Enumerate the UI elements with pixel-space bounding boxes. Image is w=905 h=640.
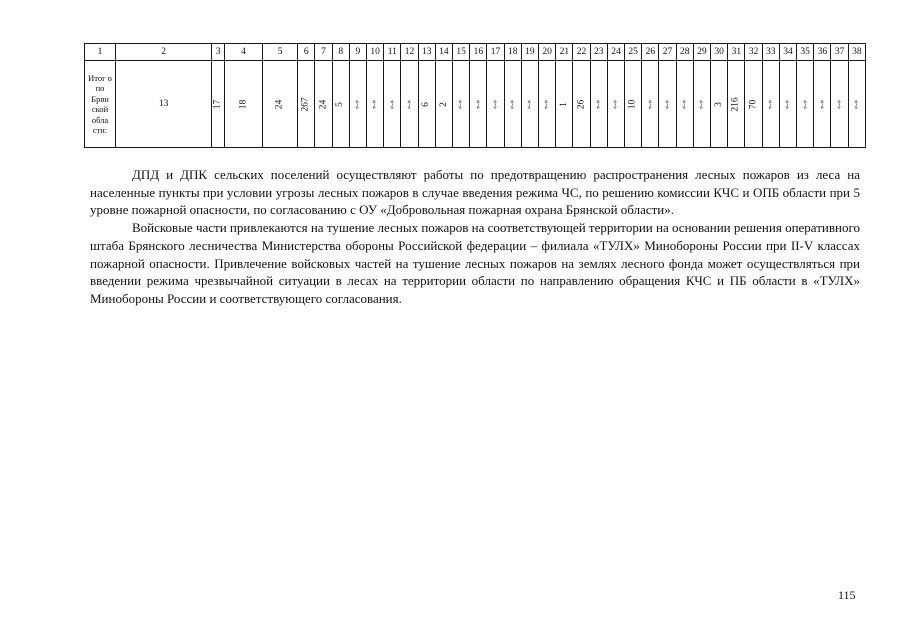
header-cell: 26 [642,44,659,61]
value-text: «-» [835,99,844,109]
header-cell: 29 [693,44,710,61]
value-cell [401,61,418,148]
header-cell: 10 [367,44,384,61]
header-cell: 14 [435,44,452,61]
header-cell: 38 [848,44,865,61]
header-cell: 5 [263,44,298,61]
value-cell [642,61,659,148]
value-text: «-» [852,99,861,109]
value-cell [453,61,470,148]
value-text: «-» [645,99,654,109]
value-cell [659,61,676,148]
header-cell: 9 [349,44,366,61]
value-cell [607,61,624,148]
header-cell: 33 [762,44,779,61]
header-cell: 35 [797,44,814,61]
header-cell: 7 [315,44,332,61]
table-header-row [85,44,866,61]
value-text: «-» [405,99,413,109]
value-cell [625,61,642,148]
header-cell: 36 [814,44,831,61]
table-data-row [85,61,866,148]
header-cell: 21 [556,44,573,61]
value-text: «-» [663,99,672,109]
header-cell: 31 [728,44,745,61]
value-cell [367,61,384,148]
value-cell [315,61,332,148]
value-text: «-» [370,99,379,109]
value-text: 18 [238,99,249,109]
value-text: «-» [680,99,689,109]
value-cell [797,61,814,148]
paragraph-military-units: Войсковые части привлекаются на тушение лесных пожаров на соответствующей территории на основании решения оперативного штаба Брянского лесничества Министерства обороны Российской федерации – филиала «ТУЛХ» Минобороны России при II-V классах пожарной опасности. Привлечение войсковых частей на тушение лесных пожаров на землях лесного фонда может осуществляться при введении режима чрезвычайной ситуации в лесах на территории области по направлению обращения КЧС и ПБ области в «ТУЛХ» Минобороны России и соответствующего согласования. [90,220,860,306]
header-cell: 13 [418,44,435,61]
value-text: 24 [274,99,285,109]
value-cell: 13 [116,61,212,148]
value-text: «-» [800,99,809,109]
value-text: «-» [353,99,362,109]
value-cell [470,61,487,148]
paragraph-dpd: ДПД и ДПК сельских поселений осуществляют работы по предотвращению распространения лесных пожаров из леса на населенные пункты при условии угрозы лесных пожаров в случае введения режима ЧС, по решению комиссии КЧС и ОПБ области при 5 уровне пожарной опасности, по согласованию с ОУ «Добровольная пожарная охрана Брянской области». [90,167,860,218]
header-cell: 28 [676,44,693,61]
value-text: «-» [697,99,706,109]
value-cell [487,61,504,148]
value-cell [435,61,452,148]
header-cell: 15 [453,44,470,61]
value-cell [225,61,263,148]
value-cell [728,61,745,148]
fire-statistics-table [84,43,866,148]
value-text: «-» [783,99,792,109]
value-text: «-» [611,99,620,109]
value-text: «-» [491,99,500,109]
page-number: 115 [838,588,856,602]
value-text: 17 [212,99,223,109]
header-cell: 2 [116,44,212,61]
value-text: «-» [387,99,396,109]
header-cell: 22 [573,44,590,61]
value-cell [521,61,538,148]
value-cell [263,61,298,148]
value-text: 24 [317,99,328,109]
header-cell: 6 [298,44,315,61]
value-text: «-» [508,99,517,109]
header-cell: 1 [85,44,116,61]
value-cell [573,61,590,148]
value-cell [814,61,831,148]
header-cell: 34 [779,44,796,61]
value-text: «-» [542,99,551,109]
header-cell: 16 [470,44,487,61]
body-text [90,166,860,308]
value-text: 1 [558,101,569,107]
header-cell: 3 [212,44,225,61]
value-cell [831,61,848,148]
value-cell [384,61,401,148]
value-cell [418,61,435,148]
header-cell: 8 [332,44,349,61]
value-cell [762,61,779,148]
value-cell [212,61,225,148]
header-cell: 4 [225,44,263,61]
header-cell: 17 [487,44,504,61]
value-cell [298,61,315,148]
value-text: 26 [576,99,587,109]
value-cell [676,61,693,148]
value-text: 3 [713,101,724,107]
value-text: 267 [300,96,311,112]
value-text: 5 [335,101,346,107]
value-text: «-» [473,99,482,109]
region-total-label: Итог о по Брян ской обла сти: [85,61,116,148]
value-cell [556,61,573,148]
value-cell [693,61,710,148]
value-text: «-» [594,99,603,109]
header-cell: 18 [504,44,521,61]
value-cell [848,61,865,148]
value-text: 216 [730,96,741,112]
value-text: «-» [525,99,534,109]
value-cell [332,61,349,148]
header-cell: 12 [401,44,418,61]
value-cell [539,61,556,148]
value-text: «-» [766,99,775,109]
header-cell: 24 [607,44,624,61]
header-cell: 19 [521,44,538,61]
header-cell: 32 [745,44,762,61]
value-text: 10 [627,99,638,109]
header-cell: 27 [659,44,676,61]
value-cell [711,61,728,148]
header-cell: 23 [590,44,607,61]
value-text: 70 [748,99,759,109]
header-cell: 20 [539,44,556,61]
header-cell: 30 [711,44,728,61]
value-cell [349,61,366,148]
header-cell: 25 [625,44,642,61]
value-text: 2 [438,101,449,107]
value-text: «-» [817,99,826,109]
value-text: «-» [456,99,465,109]
value-cell [779,61,796,148]
value-cell [504,61,521,148]
header-cell: 11 [384,44,401,61]
header-cell: 37 [831,44,848,61]
value-text: 6 [421,101,432,107]
value-cell [745,61,762,148]
value-cell [590,61,607,148]
